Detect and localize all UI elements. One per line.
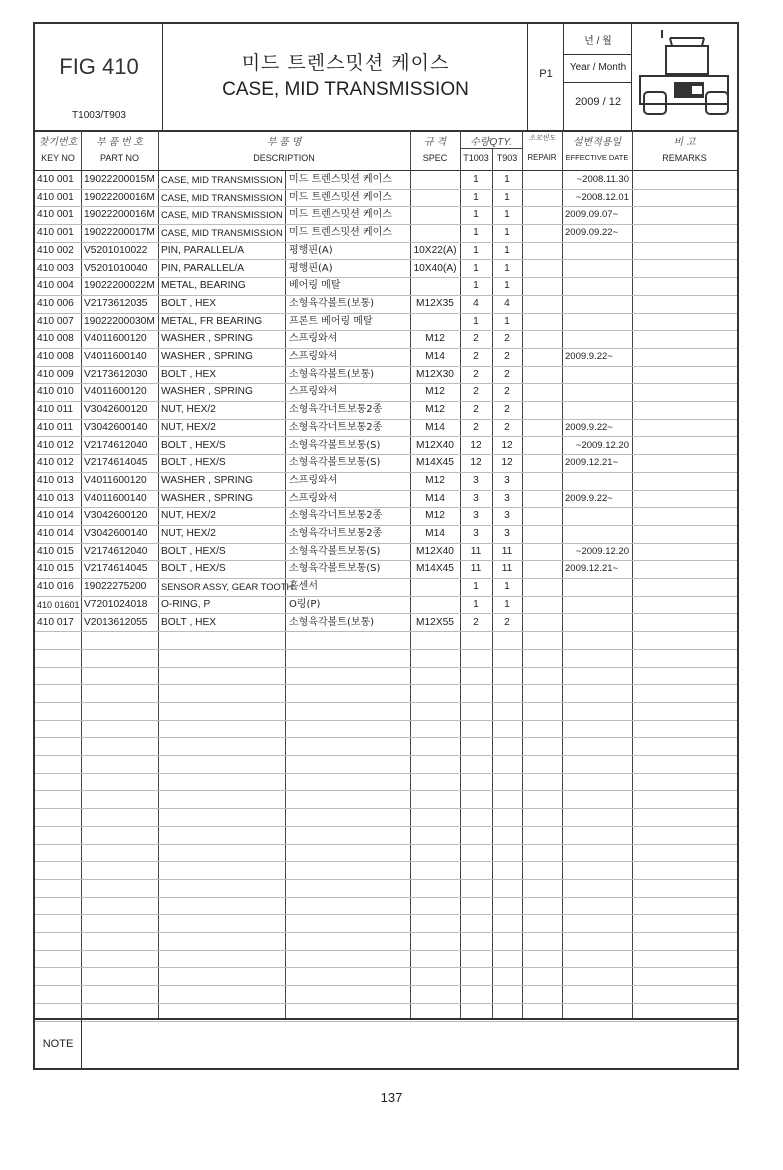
cell-spec: M12 <box>425 510 445 522</box>
sheet-header <box>35 24 737 132</box>
cell-desc-en: NUT, HEX/2 <box>161 404 216 416</box>
cell-qb: 1 <box>504 581 510 593</box>
cell-desc-en: CASE, MID TRANSMISSION <box>161 227 283 239</box>
cell-key: 410 004 <box>37 280 74 292</box>
cell-desc-kr: 소형육각볼트보통(S) <box>289 545 381 557</box>
cell-key: 410 012 <box>37 439 74 451</box>
cell-desc-en: WASHER , SPRING <box>161 474 253 486</box>
cell-qb: 2 <box>504 616 510 628</box>
table-row <box>35 383 737 402</box>
cell-key: 410 014 <box>37 528 74 539</box>
cell-desc-kr: 소형육각볼트(보통) <box>289 368 375 380</box>
cell-qb: 1 <box>504 209 510 221</box>
cell-desc-en: WASHER , SPRING <box>161 351 253 362</box>
cell-desc-kr: 스프링와셔 <box>289 386 338 398</box>
cell-spec: M14 <box>425 421 445 433</box>
cell-spec: M14 <box>425 351 445 362</box>
cell-qb: 1 <box>504 598 510 610</box>
cell-key: 410 010 <box>37 386 74 398</box>
cell-desc-en: BOLT , HEX/S <box>161 563 226 575</box>
col-key: KEY NO <box>41 153 75 163</box>
cell-qa: 11 <box>470 563 482 575</box>
blank-row <box>35 968 737 987</box>
cell-qb: 1 <box>504 227 510 239</box>
cell-key: 410 015 <box>37 563 74 575</box>
cell-qa: 1 <box>473 191 479 203</box>
cell-qb: 2 <box>504 351 510 362</box>
parts-sheet <box>33 22 739 1070</box>
cell-desc-en: O-RING, P <box>161 598 211 610</box>
cell-desc-kr: 베어링 메탈 <box>289 280 341 292</box>
cell-part: V2174612040 <box>84 439 148 451</box>
cell-desc-en: METAL, FR BEARING <box>161 315 263 327</box>
cell-qa: 11 <box>470 545 482 557</box>
cell-part: V2174614045 <box>84 563 148 575</box>
cell-part: V4011600120 <box>84 474 147 486</box>
col-part-korean: 부 품 번 호 <box>96 137 143 148</box>
cell-qb: 2 <box>504 404 510 416</box>
cell-spec: 10X40(A) <box>413 262 457 274</box>
cell-qb: 12 <box>501 457 513 469</box>
cell-part: V5201010022 <box>84 244 148 256</box>
tractor-icon <box>632 24 737 130</box>
cell-part: V2173612030 <box>84 368 148 380</box>
cell-qa: 4 <box>473 297 479 309</box>
cell-qa: 3 <box>473 528 479 539</box>
cell-eff: ~2009.12.20 <box>575 545 629 557</box>
cell-qa: 1 <box>473 581 479 593</box>
cell-spec: M12 <box>425 386 445 398</box>
cell-key: 410 002 <box>37 244 74 256</box>
cell-qb: 2 <box>504 333 510 345</box>
table-row <box>35 260 737 279</box>
col-repair: REPAIR <box>527 153 557 162</box>
cell-spec: M12X40 <box>416 545 454 557</box>
col-qty-t1003: T1003 <box>463 153 489 163</box>
cell-desc-kr: 소형육각너트보통2종 <box>289 528 383 539</box>
blank-row <box>35 702 737 721</box>
cell-spec: M12X55 <box>416 616 454 628</box>
cell-key: 410 001 <box>37 174 74 185</box>
cell-desc-kr: 소형육각볼트보통(S) <box>289 457 381 469</box>
cell-key: 410 011 <box>37 404 74 416</box>
cell-spec: 10X22(A) <box>413 244 457 256</box>
blank-row <box>35 932 737 951</box>
cell-desc-kr: 소형육각볼트(보통) <box>289 297 375 309</box>
blank-row <box>35 649 737 668</box>
cell-spec: M12 <box>425 404 445 416</box>
cell-qa: 3 <box>473 492 479 504</box>
cell-desc-kr: 소형육각너트보통2종 <box>289 510 383 522</box>
cell-qa: 2 <box>473 404 479 416</box>
title-cell <box>163 24 528 130</box>
cell-key: 410 014 <box>37 510 74 522</box>
cell-part: 19022200022M <box>84 280 155 292</box>
figure-cell <box>35 24 163 130</box>
cell-desc-en: BOLT , HEX/S <box>161 457 226 469</box>
cell-desc-en: BOLT , HEX <box>161 616 217 628</box>
cell-qb: 1 <box>504 174 510 185</box>
table-row <box>35 295 737 314</box>
cell-qa: 1 <box>473 280 479 292</box>
blank-row <box>35 950 737 969</box>
cell-key: 410 01601 <box>37 599 80 610</box>
cell-qa: 1 <box>473 598 479 610</box>
cell-key: 410 001 <box>37 209 74 221</box>
blank-row <box>35 737 737 756</box>
col-qty: 수량QTY. <box>470 137 512 148</box>
year-month-english: Year / Month <box>569 62 627 73</box>
blank-row <box>35 631 737 650</box>
cell-desc-en: WASHER , SPRING <box>161 333 253 345</box>
cell-eff: 2009.9.22~ <box>565 351 613 362</box>
cell-part: 19022200030M <box>84 315 155 327</box>
cell-spec: M14 <box>425 528 445 539</box>
blank-row <box>35 826 737 845</box>
cell-spec: M14X45 <box>416 457 454 469</box>
cell-part: V2174612040 <box>84 545 148 557</box>
cell-qb: 3 <box>504 510 510 522</box>
table-row <box>35 490 737 509</box>
title-korean: 미드 트렌스밋션 케이스 <box>241 52 450 74</box>
cell-eff: 2009.12.21~ <box>565 457 619 469</box>
cell-key: 410 007 <box>37 315 74 327</box>
cell-key: 410 015 <box>37 545 74 557</box>
col-qty-t903: T903 <box>496 153 518 163</box>
cell-eff: ~2008.12.01 <box>575 191 629 203</box>
cell-part: 19022200017M <box>84 227 155 239</box>
cell-spec: M12 <box>425 474 445 486</box>
table-row <box>35 189 737 208</box>
cell-qa: 3 <box>473 474 479 486</box>
blank-row <box>35 985 737 1004</box>
cell-qa: 3 <box>473 510 479 522</box>
cell-part: V4011600140 <box>84 351 147 362</box>
cell-qb: 2 <box>504 368 510 380</box>
cell-qb: 1 <box>504 280 510 292</box>
table-row <box>35 419 737 438</box>
cell-desc-kr: 평행핀(A) <box>289 262 333 274</box>
cell-spec: M14 <box>425 492 445 504</box>
col-desc: DESCRIPTION <box>253 153 315 163</box>
cell-part: V3042600120 <box>84 510 148 522</box>
note-label: NOTE <box>42 1038 74 1050</box>
cell-part: 19022200016M <box>84 191 155 203</box>
cell-part: V3042600140 <box>84 528 148 539</box>
table-row <box>35 401 737 420</box>
col-effective-korean: 설변적용일 <box>572 137 622 148</box>
table-row <box>35 224 737 243</box>
cell-qb: 11 <box>501 563 513 575</box>
figure-number: FIG 410 <box>59 54 139 79</box>
table-row <box>35 277 737 296</box>
cell-qb: 12 <box>501 439 513 451</box>
cell-qa: 1 <box>473 209 479 221</box>
cell-part: 19022200015M <box>84 174 155 185</box>
blank-row <box>35 861 737 880</box>
cell-desc-kr: 프론트 베어링 메탈 <box>289 315 373 327</box>
cell-qa: 12 <box>470 439 482 451</box>
table-row <box>35 206 737 225</box>
year-month-value: 2009 / 12 <box>575 96 621 108</box>
blank-row <box>35 791 737 810</box>
cell-desc-kr: O링(P) <box>289 598 321 610</box>
cell-desc-kr: 미드 트렌스밋션 케이스 <box>289 227 392 239</box>
cell-eff: 2009.9.22~ <box>565 421 613 433</box>
cell-qa: 2 <box>473 333 479 345</box>
cell-desc-en: WASHER , SPRING <box>161 386 253 398</box>
cell-key: 410 012 <box>37 457 74 469</box>
cell-key: 410 008 <box>37 333 74 345</box>
cell-spec: M12X40 <box>416 439 454 451</box>
cell-qb: 3 <box>504 474 510 486</box>
note-section <box>35 1018 737 1070</box>
cell-qb: 1 <box>504 191 510 203</box>
cell-desc-en: PIN, PARALLEL/A <box>161 244 245 256</box>
cell-desc-en: METAL, BEARING <box>161 280 246 292</box>
cell-qa: 1 <box>473 315 479 327</box>
table-row <box>35 242 737 261</box>
cell-desc-en: CASE, MID TRANSMISSION <box>161 174 283 185</box>
cell-qb: 2 <box>504 421 510 433</box>
blank-row <box>35 914 737 933</box>
cell-key: 410 017 <box>37 616 74 628</box>
cell-part: V4011600120 <box>84 386 147 398</box>
tractor-illustration <box>632 24 737 130</box>
cell-eff: ~2009.12.20 <box>575 439 629 451</box>
table-row <box>35 578 737 597</box>
cell-desc-en: BOLT , HEX/S <box>161 439 226 451</box>
cell-part: V5201010040 <box>84 262 148 274</box>
cell-part: V2173612035 <box>84 297 148 309</box>
cell-qa: 2 <box>473 616 479 628</box>
cell-part: 19022275200 <box>84 581 147 593</box>
cell-desc-kr: 소형육각볼트(보통) <box>289 616 375 628</box>
cell-desc-kr: 소형육각너트보통2종 <box>289 404 383 416</box>
model-codes: T1003/T903 <box>72 110 126 121</box>
cell-qb: 3 <box>504 492 510 504</box>
table-row <box>35 348 737 367</box>
cell-desc-kr: 스프링와셔 <box>289 492 338 504</box>
cell-eff: 2009.09.07~ <box>565 209 619 221</box>
table-row <box>35 330 737 349</box>
col-remarks: REMARKS <box>662 153 707 163</box>
cell-eff: ~2008.11.30 <box>576 174 629 185</box>
cell-qa: 1 <box>473 227 479 239</box>
cell-desc-kr: 스프링와셔 <box>289 351 338 362</box>
cell-desc-kr: 미드 트렌스밋션 케이스 <box>289 174 392 185</box>
cell-qa: 1 <box>473 244 479 256</box>
cell-qb: 11 <box>501 545 513 557</box>
cell-key: 410 006 <box>37 297 74 309</box>
cell-qb: 4 <box>504 297 510 309</box>
year-month-cell <box>564 24 632 130</box>
cell-qa: 2 <box>473 386 479 398</box>
cell-part: V3042600120 <box>84 404 148 416</box>
cell-key: 410 009 <box>37 368 74 380</box>
table-row <box>35 614 737 633</box>
blank-row <box>35 773 737 792</box>
cell-qa: 1 <box>473 174 479 185</box>
cell-key: 410 016 <box>37 581 74 593</box>
table-row <box>35 560 737 579</box>
cell-desc-en: BOLT , HEX <box>161 297 217 309</box>
table-row <box>35 543 737 562</box>
cell-key: 410 001 <box>37 191 74 203</box>
cell-desc-kr: 미드 트렌스밋션 케이스 <box>289 191 392 203</box>
table-row <box>35 472 737 491</box>
col-spec-korean: 규 격 <box>423 137 447 148</box>
cell-spec: M12X35 <box>416 297 454 309</box>
cell-part: 19022200016M <box>84 209 155 221</box>
cell-qa: 2 <box>473 421 479 433</box>
cell-desc-en: PIN, PARALLEL/A <box>161 262 245 274</box>
col-repair-korean: 소모빈도 <box>528 135 556 142</box>
cell-part: V4011600140 <box>84 492 147 504</box>
cell-desc-kr: 스프링와셔 <box>289 474 338 486</box>
cell-desc-kr: 소형육각볼트보통(S) <box>289 563 381 575</box>
cell-qb: 2 <box>504 386 510 398</box>
blank-row <box>35 684 737 703</box>
table-row <box>35 596 737 615</box>
table-row <box>35 437 737 456</box>
cell-part: V2013612055 <box>84 616 148 628</box>
blank-row <box>35 808 737 827</box>
cell-desc-kr: 소형육각볼트보통(S) <box>289 439 381 451</box>
cell-spec: M12 <box>425 333 445 345</box>
col-key-korean: 찾기번호 <box>38 137 78 148</box>
cell-qb: 1 <box>504 262 510 274</box>
cell-desc-kr: 홀센서 <box>289 581 318 593</box>
cell-qa: 12 <box>470 457 482 469</box>
cell-part: V7201024018 <box>84 598 148 610</box>
page-code: P1 <box>539 68 553 80</box>
col-desc-korean: 부 품 명 <box>266 137 302 148</box>
cell-desc-en: WASHER , SPRING <box>161 492 253 504</box>
blank-row <box>35 897 737 916</box>
cell-eff: 2009.09.22~ <box>565 227 619 239</box>
col-effective-date: EFFECTIVE DATE <box>565 153 629 162</box>
blank-row <box>35 720 737 739</box>
cell-desc-en: SENSOR ASSY, GEAR TOOTH <box>161 581 294 593</box>
cell-eff: 2009.12.21~ <box>565 563 619 575</box>
cell-desc-kr: 소형육각너트보통2종 <box>289 421 383 433</box>
cell-qa: 2 <box>473 351 479 362</box>
cell-key: 410 003 <box>37 262 74 274</box>
cell-key: 410 011 <box>37 421 74 433</box>
cell-desc-en: NUT, HEX/2 <box>161 528 216 539</box>
col-spec: SPEC <box>422 153 448 163</box>
cell-desc-en: CASE, MID TRANSMISSION <box>161 191 283 203</box>
blank-row <box>35 755 737 774</box>
cell-desc-kr: 스프링와셔 <box>289 333 338 345</box>
cell-key: 410 013 <box>37 492 74 504</box>
blank-row <box>35 879 737 898</box>
cell-part: V4011600120 <box>84 333 147 345</box>
cell-spec: M12X30 <box>416 368 454 380</box>
page-number: 137 <box>380 1090 403 1105</box>
col-remarks-korean: 비 고 <box>673 137 696 148</box>
cell-desc-en: CASE, MID TRANSMISSION <box>161 209 283 221</box>
cell-desc-kr: 미드 트렌스밋션 케이스 <box>289 209 392 221</box>
blank-row <box>35 667 737 686</box>
table-row <box>35 171 737 190</box>
table-row <box>35 525 737 544</box>
cell-key: 410 013 <box>37 474 74 486</box>
cell-part: V2174614045 <box>84 457 148 469</box>
cell-desc-en: BOLT , HEX/S <box>161 545 226 557</box>
cell-qa: 1 <box>473 262 479 274</box>
table-row <box>35 454 737 473</box>
cell-key: 410 001 <box>37 227 74 239</box>
cell-spec: M14X45 <box>416 563 454 575</box>
cell-qb: 3 <box>504 528 510 539</box>
cell-key: 410 008 <box>37 351 74 362</box>
cell-desc-kr: 평행핀(A) <box>289 244 333 256</box>
table-row <box>35 366 737 385</box>
cell-qb: 1 <box>504 244 510 256</box>
cell-desc-en: NUT, HEX/2 <box>161 421 216 433</box>
table-row <box>35 507 737 526</box>
cell-eff: 2009.9.22~ <box>565 492 613 504</box>
page-code-cell <box>528 24 564 130</box>
col-part: PART NO <box>99 153 139 163</box>
cell-qb: 1 <box>504 315 510 327</box>
blank-row <box>35 844 737 863</box>
cell-desc-en: BOLT , HEX <box>161 368 217 380</box>
cell-qa: 2 <box>473 368 479 380</box>
year-month-korean: 년 / 월 <box>584 36 612 47</box>
title-english: CASE, MID TRANSMISSION <box>222 79 469 100</box>
cell-desc-en: NUT, HEX/2 <box>161 510 216 522</box>
cell-part: V3042600140 <box>84 421 148 433</box>
table-row <box>35 313 737 332</box>
